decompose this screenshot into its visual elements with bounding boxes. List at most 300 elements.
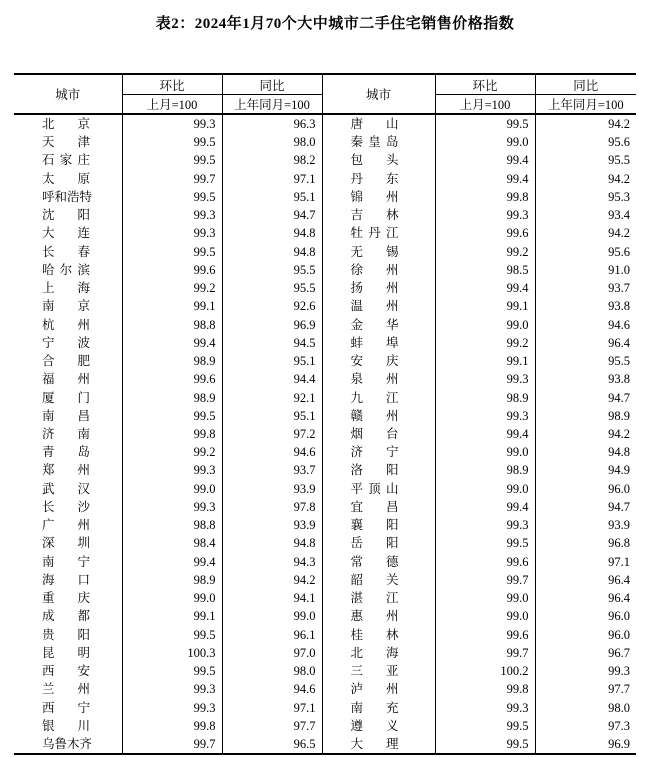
table-row: [14, 680, 636, 698]
yoy-value: 98.2: [222, 151, 322, 169]
city-cell: [14, 443, 122, 461]
city-cell: [14, 352, 122, 370]
city-cell: [322, 553, 435, 571]
city-cell: [322, 680, 435, 698]
city-name: 长 春: [42, 244, 90, 259]
table-row: [14, 425, 636, 443]
header-mom-left: 环比: [122, 74, 222, 95]
city-name: 重 庆: [42, 591, 90, 606]
city-cell: [14, 516, 122, 534]
city-cell: [14, 461, 122, 479]
city-name: 徐 州: [350, 262, 399, 277]
yoy-value: 97.1: [222, 699, 322, 717]
mom-value: 99.3: [435, 699, 535, 717]
mom-value: 99.3: [122, 206, 222, 224]
city-name: 武 汉: [42, 481, 90, 496]
city-cell: [14, 279, 122, 297]
mom-value: 99.8: [435, 680, 535, 698]
mom-value: 99.3: [122, 680, 222, 698]
city-name: 上 海: [42, 281, 90, 296]
table-row: [14, 480, 636, 498]
mom-value: 99.2: [435, 334, 535, 352]
table-row: [14, 297, 636, 315]
city-name: 石 家 庄: [42, 153, 90, 168]
mom-value: 99.8: [122, 425, 222, 443]
city-cell: [322, 151, 435, 169]
yoy-value: 96.4: [535, 571, 636, 589]
yoy-value: 94.7: [535, 498, 636, 516]
city-name: 沈 阳: [42, 208, 90, 223]
mom-value: 99.0: [435, 133, 535, 151]
city-cell: [322, 170, 435, 188]
city-cell: [322, 206, 435, 224]
city-name: 韶 关: [350, 572, 399, 587]
city-cell: [322, 224, 435, 242]
mom-value: 99.3: [435, 206, 535, 224]
table-row: [14, 352, 636, 370]
city-name: 南 昌: [42, 408, 90, 423]
mom-value: 99.1: [435, 352, 535, 370]
city-name: 海 口: [42, 572, 90, 587]
city-name: 岳 阳: [350, 536, 399, 551]
city-name: 福 州: [42, 372, 90, 387]
table-row: [14, 571, 636, 589]
yoy-value: 94.9: [535, 461, 636, 479]
city-cell: [14, 114, 122, 133]
mom-value: 99.4: [435, 151, 535, 169]
city-cell: [14, 261, 122, 279]
yoy-value: 98.9: [535, 407, 636, 425]
yoy-value: 93.9: [222, 516, 322, 534]
yoy-value: 94.8: [222, 534, 322, 552]
city-name: 大 理: [350, 736, 399, 751]
yoy-value: 96.7: [535, 644, 636, 662]
header-city-right: 城市: [322, 74, 435, 114]
mom-value: 98.4: [122, 534, 222, 552]
city-name: 北 京: [42, 117, 90, 131]
city-name: 合 肥: [42, 354, 90, 369]
yoy-value: 94.2: [535, 170, 636, 188]
city-name: 赣 州: [350, 408, 399, 423]
city-name: 平 顶 山: [350, 481, 399, 496]
city-cell: [14, 699, 122, 717]
city-cell: [14, 480, 122, 498]
yoy-value: 97.1: [222, 170, 322, 188]
city-name: 呼 和 浩 特: [42, 189, 93, 204]
city-cell: [14, 170, 122, 188]
city-cell: [14, 571, 122, 589]
city-name: 泉 州: [350, 372, 399, 387]
city-cell: [14, 334, 122, 352]
city-name: 丹 东: [350, 171, 399, 186]
mom-value: 99.2: [122, 443, 222, 461]
city-cell: [322, 443, 435, 461]
city-name: 哈 尔 滨: [42, 262, 90, 277]
table-row: [14, 316, 636, 334]
mom-value: 100.2: [435, 662, 535, 680]
city-cell: [322, 480, 435, 498]
city-cell: [322, 297, 435, 315]
city-name: 昆 明: [42, 645, 90, 660]
yoy-value: 94.6: [535, 316, 636, 334]
yoy-value: 95.5: [535, 352, 636, 370]
city-name: 北 海: [350, 645, 399, 660]
mom-value: 98.9: [435, 389, 535, 407]
yoy-value: 91.0: [535, 261, 636, 279]
city-cell: [322, 243, 435, 261]
yoy-value: 95.3: [535, 188, 636, 206]
city-cell: [322, 334, 435, 352]
city-name: 南 京: [42, 299, 90, 314]
header-yoy-left: 同比: [222, 74, 322, 95]
table-row: [14, 389, 636, 407]
yoy-value: 94.2: [535, 425, 636, 443]
mom-value: 99.4: [435, 170, 535, 188]
yoy-value: 96.4: [535, 334, 636, 352]
city-cell: [322, 407, 435, 425]
table-row: [14, 151, 636, 169]
city-cell: [322, 461, 435, 479]
table-row: [14, 717, 636, 735]
city-cell: [322, 370, 435, 388]
mom-value: 98.8: [122, 316, 222, 334]
city-name: 西 安: [42, 664, 90, 679]
city-cell: [14, 206, 122, 224]
table-row: [14, 224, 636, 242]
city-name: 温 州: [350, 299, 399, 314]
mom-value: 98.9: [122, 352, 222, 370]
yoy-value: 97.7: [535, 680, 636, 698]
yoy-value: 95.1: [222, 407, 322, 425]
mom-value: 99.3: [122, 699, 222, 717]
price-index-table: [14, 73, 636, 755]
city-cell: [322, 316, 435, 334]
mom-value: 99.3: [435, 407, 535, 425]
city-name: 济 南: [42, 426, 90, 441]
table-row: [14, 279, 636, 297]
mom-value: 99.6: [122, 370, 222, 388]
mom-value: 99.8: [435, 188, 535, 206]
city-cell: [322, 717, 435, 735]
city-name: 乌 鲁 木 齐: [42, 736, 93, 751]
yoy-value: 95.1: [222, 188, 322, 206]
yoy-value: 95.5: [535, 151, 636, 169]
table-row: [14, 644, 636, 662]
mom-value: 99.2: [122, 279, 222, 297]
city-cell: [14, 316, 122, 334]
city-name: 烟 台: [350, 426, 399, 441]
table-row: [14, 516, 636, 534]
yoy-value: 96.0: [535, 480, 636, 498]
table-row: [14, 461, 636, 479]
yoy-value: 94.1: [222, 589, 322, 607]
yoy-value: 98.0: [222, 662, 322, 680]
mom-value: 99.5: [435, 114, 535, 133]
city-name: 包 头: [350, 153, 399, 168]
mom-value: 99.0: [122, 480, 222, 498]
city-cell: [14, 389, 122, 407]
city-cell: [322, 644, 435, 662]
city-name: 厦 门: [42, 390, 90, 405]
yoy-value: 97.2: [222, 425, 322, 443]
city-name: 三 亚: [350, 664, 399, 679]
city-name: 遵 义: [350, 718, 399, 733]
mom-value: 99.0: [435, 480, 535, 498]
yoy-value: 92.6: [222, 297, 322, 315]
mom-value: 99.0: [435, 589, 535, 607]
city-name: 泸 州: [350, 682, 399, 697]
table-row: [14, 206, 636, 224]
yoy-value: 94.5: [222, 334, 322, 352]
table-row: [14, 662, 636, 680]
mom-value: 99.3: [435, 516, 535, 534]
mom-value: 99.0: [435, 316, 535, 334]
table-row: [14, 407, 636, 425]
mom-value: 99.4: [435, 425, 535, 443]
yoy-value: 96.9: [535, 735, 636, 754]
city-cell: [14, 425, 122, 443]
yoy-value: 93.7: [535, 279, 636, 297]
yoy-value: 94.4: [222, 370, 322, 388]
yoy-value: 94.7: [535, 389, 636, 407]
yoy-value: 96.3: [222, 114, 322, 133]
city-cell: [14, 607, 122, 625]
mom-value: 99.4: [435, 498, 535, 516]
city-name: 深 圳: [42, 536, 90, 551]
city-cell: [14, 626, 122, 644]
city-name: 西 宁: [42, 700, 90, 715]
header-yoy-base-right: 上年同月=100: [535, 95, 636, 115]
mom-value: 99.1: [435, 297, 535, 315]
yoy-value: 96.8: [535, 534, 636, 552]
mom-value: 98.9: [122, 389, 222, 407]
mom-value: 99.1: [122, 297, 222, 315]
city-cell: [14, 589, 122, 607]
table-row: [14, 626, 636, 644]
city-name: 襄 阳: [350, 518, 399, 533]
yoy-value: 94.8: [535, 443, 636, 461]
header-mom-base-left: 上月=100: [122, 95, 222, 115]
mom-value: 98.8: [122, 516, 222, 534]
yoy-value: 92.1: [222, 389, 322, 407]
yoy-value: 94.8: [222, 224, 322, 242]
mom-value: 99.3: [122, 461, 222, 479]
yoy-value: 95.5: [222, 279, 322, 297]
header-city-left: 城市: [55, 88, 81, 102]
header-mom-right: 环比: [435, 74, 535, 95]
page-title: 表2：2024年1月70个大中城市二手住宅销售价格指数: [155, 16, 515, 32]
city-cell: [322, 188, 435, 206]
mom-value: 99.0: [122, 589, 222, 607]
header-yoy-base-left: 上年同月=100: [222, 95, 322, 115]
yoy-value: 94.6: [222, 443, 322, 461]
city-name: 银 川: [42, 718, 90, 733]
city-name: 成 都: [42, 609, 90, 624]
city-cell: [322, 261, 435, 279]
yoy-value: 94.8: [222, 243, 322, 261]
city-cell: [322, 389, 435, 407]
yoy-value: 97.7: [222, 717, 322, 735]
city-cell: [322, 735, 435, 754]
city-cell: [322, 498, 435, 516]
city-name: 吉 林: [350, 208, 399, 223]
yoy-value: 99.0: [222, 607, 322, 625]
table-row: [14, 699, 636, 717]
city-name: 杭 州: [42, 317, 90, 332]
city-cell: [14, 735, 122, 754]
yoy-value: 97.0: [222, 644, 322, 662]
city-cell: [14, 151, 122, 169]
city-cell: [14, 534, 122, 552]
city-name: 贵 阳: [42, 627, 90, 642]
city-name: 南 充: [350, 700, 399, 715]
table-row: [14, 534, 636, 552]
table-row: [14, 243, 636, 261]
mom-value: 99.5: [122, 243, 222, 261]
city-name: 天 津: [42, 135, 90, 150]
city-cell: [14, 297, 122, 315]
mom-value: 99.6: [435, 224, 535, 242]
city-name: 郑 州: [42, 463, 90, 478]
city-name: 蚌 埠: [350, 335, 399, 350]
city-cell: [322, 534, 435, 552]
yoy-value: 94.2: [535, 224, 636, 242]
yoy-value: 94.3: [222, 553, 322, 571]
mom-value: 99.1: [122, 607, 222, 625]
yoy-value: 93.9: [222, 480, 322, 498]
city-name: 唐 山: [350, 117, 399, 131]
mom-value: 99.5: [435, 735, 535, 754]
mom-value: 99.4: [122, 334, 222, 352]
city-cell: [14, 498, 122, 516]
mom-value: 99.4: [122, 553, 222, 571]
table-row: [14, 188, 636, 206]
city-name: 九 江: [350, 390, 399, 405]
city-cell: [322, 589, 435, 607]
city-name: 广 州: [42, 518, 90, 533]
city-name: 兰 州: [42, 682, 90, 697]
city-cell: [322, 607, 435, 625]
city-name: 秦 皇 岛: [350, 135, 399, 150]
city-name: 锦 州: [350, 189, 399, 204]
header-yoy-right: 同比: [535, 74, 636, 95]
city-name: 南 宁: [42, 554, 90, 569]
city-cell: [322, 626, 435, 644]
city-name: 青 岛: [42, 445, 90, 460]
table-row: [14, 443, 636, 461]
mom-value: 99.5: [435, 717, 535, 735]
yoy-value: 95.6: [535, 243, 636, 261]
yoy-value: 96.0: [535, 607, 636, 625]
mom-value: 99.2: [435, 243, 535, 261]
city-name: 洛 阳: [350, 463, 399, 478]
table-body: [14, 114, 636, 754]
mom-value: 99.7: [122, 735, 222, 754]
yoy-value: 98.0: [535, 699, 636, 717]
table-row: [14, 498, 636, 516]
yoy-value: 95.5: [222, 261, 322, 279]
mom-value: 99.5: [122, 626, 222, 644]
city-cell: [14, 644, 122, 662]
city-name: 安 庆: [350, 354, 399, 369]
city-cell: [322, 516, 435, 534]
mom-value: 99.4: [435, 279, 535, 297]
city-cell: [14, 717, 122, 735]
yoy-value: 93.8: [535, 370, 636, 388]
city-cell: [14, 243, 122, 261]
table-row: [14, 735, 636, 754]
yoy-value: 94.2: [535, 114, 636, 133]
yoy-value: 93.4: [535, 206, 636, 224]
city-cell: [322, 699, 435, 717]
mom-value: 99.5: [122, 407, 222, 425]
mom-value: 99.7: [435, 571, 535, 589]
table-row: [14, 133, 636, 151]
city-cell: [322, 352, 435, 370]
city-name: 金 华: [350, 317, 399, 332]
yoy-value: 93.8: [535, 297, 636, 315]
city-cell: [14, 224, 122, 242]
mom-value: 98.5: [435, 261, 535, 279]
table-row: [14, 334, 636, 352]
table-row: [14, 370, 636, 388]
yoy-value: 95.1: [222, 352, 322, 370]
mom-value: 98.9: [122, 571, 222, 589]
table-row: [14, 261, 636, 279]
mom-value: 99.0: [435, 443, 535, 461]
mom-value: 98.9: [435, 461, 535, 479]
table-header: [14, 74, 636, 114]
city-cell: [322, 425, 435, 443]
city-name: 济 宁: [350, 445, 399, 460]
table-row: [14, 553, 636, 571]
city-name: 常 德: [350, 554, 399, 569]
city-cell: [14, 370, 122, 388]
yoy-value: 98.0: [222, 133, 322, 151]
mom-value: 99.6: [435, 553, 535, 571]
table-row: [14, 589, 636, 607]
table-row: [14, 607, 636, 625]
header-mom-base-right: 上月=100: [435, 95, 535, 115]
yoy-value: 94.2: [222, 571, 322, 589]
city-name: 无 锡: [350, 244, 399, 259]
mom-value: 99.3: [122, 114, 222, 133]
yoy-value: 96.4: [535, 589, 636, 607]
mom-value: 99.6: [435, 626, 535, 644]
mom-value: 99.7: [122, 170, 222, 188]
mom-value: 99.5: [122, 662, 222, 680]
mom-value: 99.5: [435, 534, 535, 552]
table-row: [14, 114, 636, 133]
mom-value: 99.5: [122, 151, 222, 169]
city-name: 扬 州: [350, 281, 399, 296]
yoy-value: 97.3: [535, 717, 636, 735]
city-cell: [322, 571, 435, 589]
city-cell: [322, 114, 435, 133]
mom-value: 99.5: [122, 188, 222, 206]
mom-value: 99.6: [122, 261, 222, 279]
mom-value: 99.5: [122, 133, 222, 151]
city-cell: [14, 553, 122, 571]
header-row-1: [14, 74, 636, 95]
city-cell: [322, 279, 435, 297]
yoy-value: 93.9: [535, 516, 636, 534]
city-name: 牡 丹 江: [350, 226, 399, 241]
mom-value: 99.0: [435, 607, 535, 625]
yoy-value: 97.1: [535, 553, 636, 571]
mom-value: 99.8: [122, 717, 222, 735]
yoy-value: 96.9: [222, 316, 322, 334]
